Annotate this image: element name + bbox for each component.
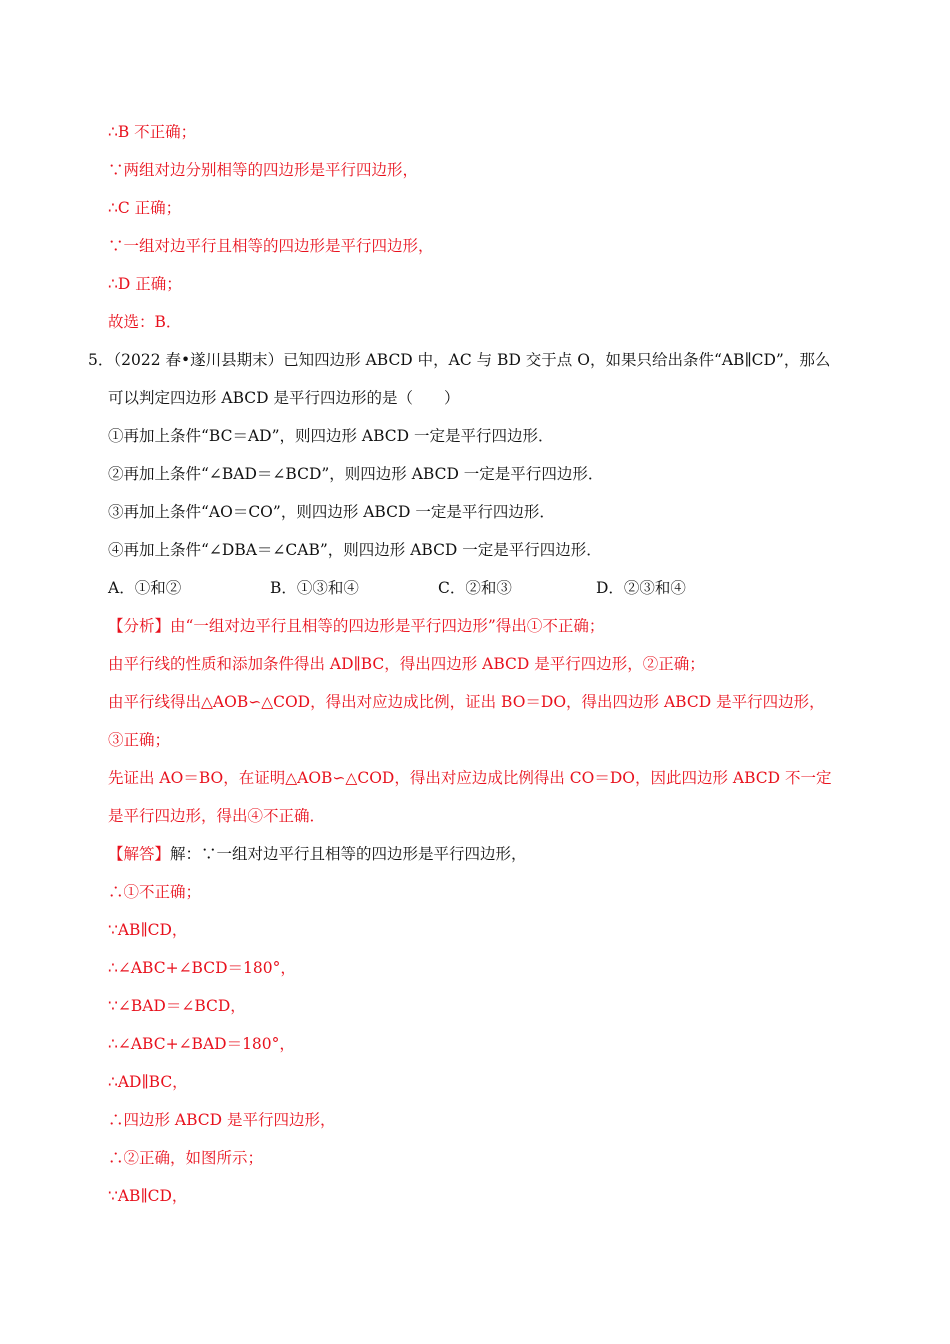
question-statement: ③再加上条件“AO＝CO”，则四边形 ABCD 一定是平行四边形．	[108, 503, 555, 521]
answer-line: ∴∠ABC+∠BAD＝180°，	[108, 1035, 295, 1053]
solution-line: ∴D 正确；	[108, 275, 182, 293]
question-stem	[88, 348, 890, 372]
analysis-line: 先证出 AO＝BO，在证明△AOB∽△COD，得出对应边成比例得出 CO＝DO，因此四边形 ABCD 不一定	[108, 769, 832, 787]
option-d: D．②③和④	[596, 579, 686, 597]
analysis-line: 【分析】由“一组对边平行且相等的四边形是平行四边形”得出①不正确；	[108, 617, 605, 635]
answer-line: ∵AB∥CD，	[108, 1187, 188, 1205]
solution-line: ∵一组对边平行且相等的四边形是平行四边形，	[108, 237, 434, 255]
answer-line: ∵∠BAD＝∠BCD，	[108, 997, 246, 1015]
question-statement: ④再加上条件“∠DBA＝∠CAB”，则四边形 ABCD 一定是平行四边形．	[108, 541, 602, 559]
answer-line: ∴①不正确；	[108, 883, 202, 901]
answer-line: ∴②正确，如图所示；	[108, 1149, 264, 1167]
question-stem-line2: 可以判定四边形 ABCD 是平行四边形的是（ ）	[108, 389, 460, 407]
analysis-line: 由平行线得出△AOB∽△COD，得出对应边成比例，证出 BO＝DO，得出四边形 ABCD 是平行四边形，	[108, 693, 825, 711]
answer-first-line: 解：∵一组对边平行且相等的四边形是平行四边形，	[170, 845, 527, 863]
solution-line: 故选：B．	[108, 313, 182, 331]
analysis-line: 是平行四边形，得出④不正确．	[108, 807, 326, 825]
solution-line: ∴C 正确；	[108, 199, 182, 217]
option-b: B．①③和④	[270, 579, 359, 597]
question-statement: ①再加上条件“BC＝AD”，则四边形 ABCD 一定是平行四边形．	[108, 427, 554, 445]
solution-line: ∴B 不正确；	[108, 123, 197, 141]
analysis-line: 由平行线的性质和添加条件得出 AD∥BC，得出四边形 ABCD 是平行四边形，②正确；	[108, 655, 705, 673]
analysis-line: ③正确；	[108, 731, 171, 749]
option-a: A．①和②	[108, 579, 182, 597]
answer-label: 【解答】	[108, 845, 171, 863]
answer-heading	[108, 842, 890, 866]
solution-line: ∵两组对边分别相等的四边形是平行四边形，	[108, 161, 419, 179]
answer-line: ∴AD∥BC，	[108, 1073, 188, 1091]
question-stem-line1: （2022 春•遂川县期末）已知四边形 ABCD 中，AC 与 BD 交于点 O，如果只给出条件“AB∥CD”，那么	[113, 351, 831, 369]
answer-line: ∵AB∥CD，	[108, 921, 188, 939]
question-statement: ②再加上条件“∠BAD＝∠BCD”，则四边形 ABCD 一定是平行四边形．	[108, 465, 604, 483]
option-c: C．②和③	[438, 579, 512, 597]
question-options	[108, 576, 890, 600]
answer-line: ∴四边形 ABCD 是平行四边形，	[108, 1111, 336, 1129]
question-number: 5．	[88, 351, 114, 369]
answer-line: ∴∠ABC+∠BCD＝180°，	[108, 959, 296, 977]
